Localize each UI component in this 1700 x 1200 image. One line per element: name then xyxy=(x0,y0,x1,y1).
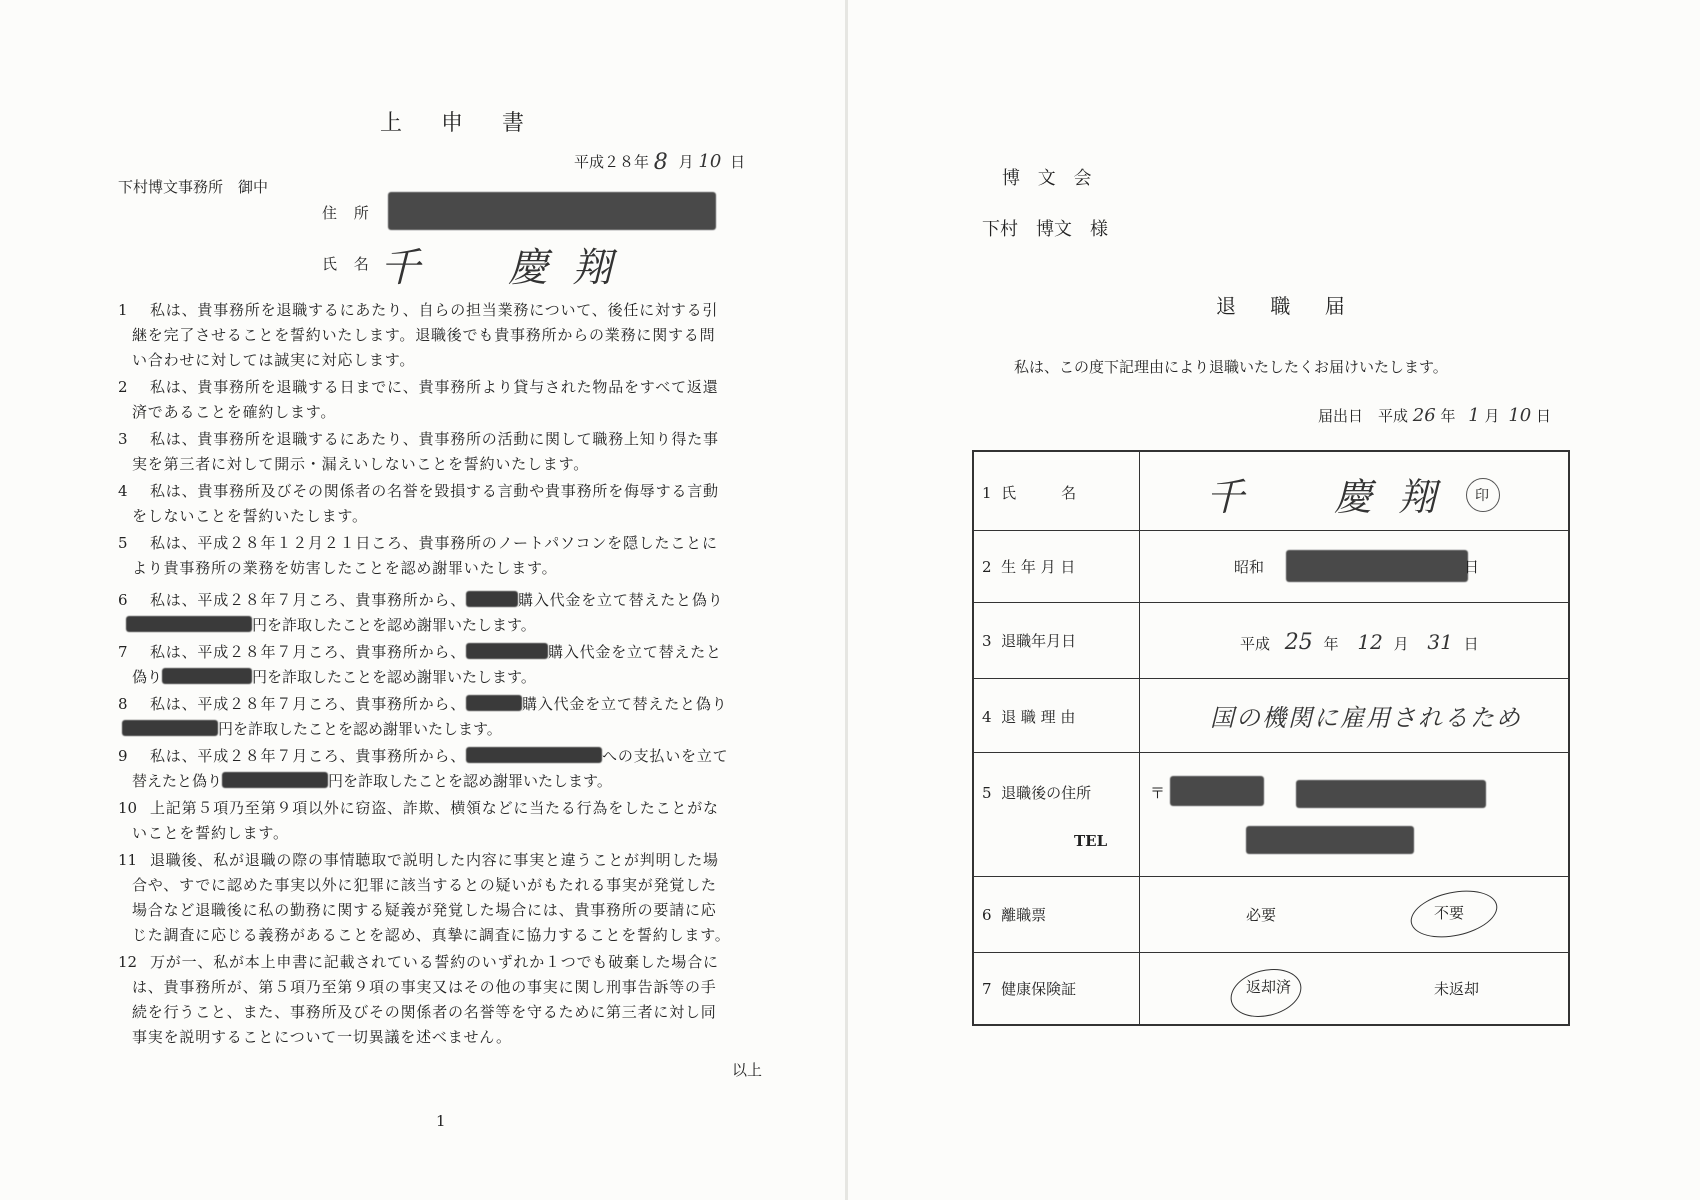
item-9-text-c: 替えたと偽り xyxy=(132,772,223,790)
address-redaction xyxy=(388,192,716,230)
filing-label: 届出日 平成 xyxy=(1318,407,1409,425)
addressee: 下村博文事務所 御中 xyxy=(118,178,269,196)
item-8-text-b: 購入代金を立て替えたと偽り xyxy=(522,695,728,713)
item-11-line: じた調査に応じる義務があることを認め、真摯に調査に協力することを誓約します。 xyxy=(132,926,731,944)
retire-year: 25 xyxy=(1284,630,1313,655)
returned-circle xyxy=(1226,962,1307,1024)
item-8-text-c: 円を詐取したことを認め謝罪いたします。 xyxy=(218,720,502,738)
retire-month: 12 xyxy=(1357,630,1383,654)
item-8 xyxy=(118,692,768,742)
item-6-redaction-2 xyxy=(126,616,252,632)
item-9-number: 9 xyxy=(118,747,128,765)
item-9-redaction-1 xyxy=(466,747,602,763)
item-10 xyxy=(118,796,768,846)
item-2-number: 2 xyxy=(118,378,128,396)
row-1-signature: 千 慶翔 xyxy=(1206,475,1463,519)
filing-year: 26 xyxy=(1412,405,1436,426)
item-12 xyxy=(118,950,768,1050)
item-6-text-b: 購入代金を立て替えたと偽り xyxy=(518,591,724,609)
row-1-number: 1 xyxy=(982,484,992,502)
right-statement: 私は、この度下記理由により退職いたしたくお届けいたします。 xyxy=(1014,358,1448,376)
birthdate-redaction xyxy=(1286,550,1468,582)
row-6-number: 6 xyxy=(982,906,992,924)
item-3 xyxy=(118,427,768,477)
date-day-label: 日 xyxy=(730,153,746,171)
postal-mark: 〒 xyxy=(1150,784,1166,802)
item-9 xyxy=(118,744,768,794)
left-signature: 千 慶翔 xyxy=(380,245,636,291)
item-11-line: 合や、すでに認めた事実以外に犯罪に該当するとの疑いがもたれる事実が発覚した xyxy=(132,876,717,894)
address-line-redaction xyxy=(1296,780,1486,808)
right-title: 退 職 届 xyxy=(1216,294,1359,318)
item-4 xyxy=(118,479,768,529)
postal-redaction xyxy=(1170,776,1264,806)
item-4-number: 4 xyxy=(118,482,128,500)
item-7-redaction-1 xyxy=(466,643,548,659)
item-4-line: 私は、貴事務所及びその関係者の名誉を毀損する言動や貴事務所を侮辱する言動 xyxy=(150,482,719,500)
item-7-text-c: 偽り xyxy=(132,668,163,686)
item-12-line: 事実を説明することについて一切異議を述べません。 xyxy=(132,1028,512,1046)
birth-era: 昭和 xyxy=(1234,558,1265,576)
item-3-line: 私は、貴事務所を退職するにあたり、貴事務所の活動に関して職務上知り得た事 xyxy=(150,430,719,448)
row-7-label: 健康保険証 xyxy=(1001,980,1077,998)
item-12-number: 12 xyxy=(118,953,138,971)
item-6 xyxy=(118,588,768,638)
item-7-text-a: 私は、平成２８年７月ころ、貴事務所から、 xyxy=(150,643,467,661)
item-11-line: 場合など退職後に私の勤務に関する疑義が発覚した場合には、貴事務所の要請に応 xyxy=(132,901,717,919)
not-required-circle xyxy=(1406,883,1501,944)
row-5-number: 5 xyxy=(982,784,992,802)
row-name xyxy=(974,452,1568,531)
retire-month-label: 月 xyxy=(1393,635,1409,653)
item-3-number: 3 xyxy=(118,430,128,448)
right-recipient: 下村 博文 様 xyxy=(982,219,1108,240)
item-9-text-d: 円を詐取したことを認め謝罪いたします。 xyxy=(328,772,612,790)
seal-stamp xyxy=(1466,478,1500,512)
left-doc-date xyxy=(574,148,745,173)
row-6-label: 離職票 xyxy=(1001,906,1047,924)
row-reason xyxy=(974,678,1568,753)
row-4-number: 4 xyxy=(982,708,992,726)
item-9-text-b: への支払いを立て xyxy=(602,747,729,765)
item-6-number: 6 xyxy=(118,591,128,609)
item-5-number: 5 xyxy=(118,534,128,552)
resignation-form-table xyxy=(972,450,1570,1026)
item-2-line: 済であることを確約します。 xyxy=(132,403,337,421)
item-7-text-b: 購入代金を立て替えたと xyxy=(548,643,722,661)
item-1-line: い合わせに対しては誠実に対応します。 xyxy=(132,351,416,369)
item-11-line: 退職後、私が退職の際の事情聴取で説明した内容に事実と違うことが判明した場 xyxy=(150,851,719,869)
name-label: 氏 名 xyxy=(322,255,375,273)
item-11 xyxy=(118,848,768,948)
option-returned: 返却済 xyxy=(1246,978,1292,996)
tel-redaction xyxy=(1246,826,1414,854)
item-10-number: 10 xyxy=(118,799,138,817)
closing-text: 以上 xyxy=(732,1061,763,1079)
seal-char: 印 xyxy=(1475,488,1489,504)
item-9-text-a: 私は、平成２８年７月ころ、貴事務所から、 xyxy=(150,747,467,765)
row-7-number: 7 xyxy=(982,980,992,998)
row-5-label: 退職後の住所 xyxy=(1001,784,1092,802)
item-6-redaction-1 xyxy=(466,591,518,607)
row-address xyxy=(974,752,1568,877)
filing-date xyxy=(1318,405,1551,426)
row-3-number: 3 xyxy=(982,632,992,650)
item-5 xyxy=(118,531,768,581)
right-org: 博 文 会 xyxy=(1002,168,1098,189)
item-7-number: 7 xyxy=(118,643,128,661)
row-2-label: 生 年 月 日 xyxy=(1001,558,1076,576)
row-1-label: 氏 名 xyxy=(1001,484,1077,502)
retire-date xyxy=(1240,630,1479,655)
item-5-line: 私は、平成２８年１２月２１日ころ、貴事務所のノートパソコンを隠したことに xyxy=(150,534,718,552)
filing-day-label: 日 xyxy=(1536,407,1552,425)
item-9-redaction-2 xyxy=(222,772,328,788)
item-7-text-d: 円を詐取したことを認め謝罪いたします。 xyxy=(252,668,536,686)
item-6-text-c: 円を詐取したことを認め謝罪いたします。 xyxy=(252,616,536,634)
item-1 xyxy=(118,298,768,373)
row-4-label: 退 職 理 由 xyxy=(1001,708,1076,726)
date-month-label: 月 xyxy=(678,153,694,171)
item-1-number: 1 xyxy=(118,301,128,319)
item-7-redaction-2 xyxy=(162,668,252,684)
item-12-line: 続を行うこと、また、事務所及びその関係者の名誉等を守るために第三者に対し同 xyxy=(132,1003,717,1021)
item-4-line: をしないことを誓約いたします。 xyxy=(132,507,368,525)
item-8-redaction-2 xyxy=(122,720,218,736)
option-required: 必要 xyxy=(1246,906,1277,924)
row-birthdate xyxy=(974,530,1568,603)
item-11-number: 11 xyxy=(118,851,138,869)
option-not-returned: 未返却 xyxy=(1434,980,1480,998)
row-2-number: 2 xyxy=(982,558,992,576)
row-3-label: 退職年月日 xyxy=(1001,632,1077,650)
date-day-handwritten: 10 xyxy=(698,151,722,172)
item-3-line: 実を第三者に対して開示・漏えいしないことを誓約いたします。 xyxy=(132,455,590,473)
item-12-line: は、貴事務所が、第５項乃至第９項の事実又はその他の事実に関し刑事告訴等の手 xyxy=(132,978,717,996)
address-label: 住 所 xyxy=(322,204,375,222)
item-10-line: いことを誓約します。 xyxy=(132,824,289,842)
row-insurance-card xyxy=(974,952,1568,1024)
filing-month-label: 月 xyxy=(1484,407,1500,425)
item-5-line: より貴事務所の業務を妨害したことを認め謝罪いたします。 xyxy=(132,559,558,577)
row-retire-date xyxy=(974,602,1568,679)
item-8-text-a: 私は、平成２８年７月ころ、貴事務所から、 xyxy=(150,695,467,713)
item-8-redaction-1 xyxy=(466,695,522,711)
item-2-line: 私は、貴事務所を退職する日までに、貴事務所より貸与された物品をすべて返還 xyxy=(150,378,719,396)
item-6-text-a: 私は、平成２８年７月ころ、貴事務所から、 xyxy=(150,591,467,609)
date-month-handwritten: 8 xyxy=(653,150,668,175)
item-2 xyxy=(118,375,768,425)
item-10-line: 上記第５項乃至第９項以外に窃盗、詐欺、横領などに当たる行為をしたことがな xyxy=(150,799,719,817)
item-8-number: 8 xyxy=(118,695,128,713)
item-1-line: 継を完了させることを誓約いたします。退職後でも貴事務所からの業務に関する問 xyxy=(132,326,716,344)
item-7 xyxy=(118,640,768,690)
option-not-required: 不要 xyxy=(1434,904,1465,922)
row-separation-slip xyxy=(974,876,1568,953)
item-12-line: 万が一、私が本上申書に記載されている誓約のいずれか１つでも破棄した場合に xyxy=(150,953,719,971)
retire-day-label: 日 xyxy=(1463,635,1479,653)
retire-year-label: 年 xyxy=(1323,635,1339,653)
retire-era: 平成 xyxy=(1240,635,1271,653)
date-era: 平成２８年 xyxy=(574,153,650,171)
reason-handwritten: 国の機関に雇用されるため xyxy=(1210,704,1522,732)
retire-day: 31 xyxy=(1427,630,1453,654)
filing-month: 1 xyxy=(1468,405,1480,426)
filing-year-label: 年 xyxy=(1440,407,1456,425)
tel-label: TEL xyxy=(1074,832,1108,850)
page-number: 1 xyxy=(436,1112,446,1130)
left-doc-title: 上 申 書 xyxy=(380,111,540,136)
filing-day: 10 xyxy=(1508,405,1532,426)
item-1-line: 私は、貴事務所を退職するにあたり、自らの担当業務について、後任に対する引 xyxy=(150,301,719,319)
birth-suffix: 日 xyxy=(1464,558,1480,576)
